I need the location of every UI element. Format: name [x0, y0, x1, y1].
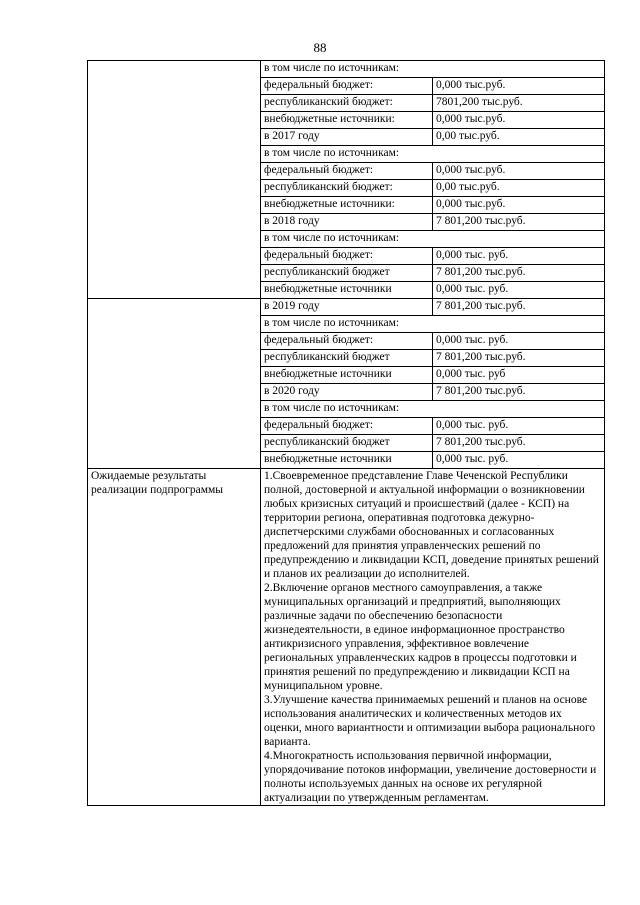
financing-value: 0,000 тыс. руб.	[433, 248, 605, 265]
result-paragraph: 1.Своевременное представление Главе Чеченской Республики полной, достоверной и актуальной информации о возникновении любых кризисных ситуаций и происшествий (далее - КСП) на территории региона, оперативная подготовка дежурно-диспетчерскими службами обоснованных и согласованных предложений для принятия управленческих решений по предупреждению и ликвидации КСП, доведение принятых решений и планов их реализации до исполнителей.	[264, 470, 599, 580]
result-paragraph: 2.Включение органов местного самоуправления, а также муниципальных организаций и предприятий, выполняющих различные задачи по обеспечению безопасности жизнедеятельности, в единое информационное пространство антикризисного управления, эффективное вовлечение региональных управленческих кадров в процессы подготовки и принятия решений по предупреждению и ликвидации КСП на муниципальном уровне.	[264, 582, 577, 692]
financing-label: федеральный бюджет:	[261, 248, 433, 265]
expected-results-label: Ожидаемые результаты реализации подпрограммы	[88, 469, 261, 806]
financing-value: 0,000 тыс.руб.	[433, 163, 605, 180]
financing-value: 7 801,200 тыс.руб.	[433, 214, 605, 231]
financing-label: в 2020 году	[261, 384, 433, 401]
financing-label: федеральный бюджет:	[261, 163, 433, 180]
financing-value: 7801,200 тыс.руб.	[433, 95, 605, 112]
empty-parameter-cell	[88, 299, 261, 469]
financing-label: республиканский бюджет	[261, 265, 433, 282]
financing-label: федеральный бюджет:	[261, 333, 433, 350]
financing-label: республиканский бюджет	[261, 435, 433, 452]
empty-parameter-cell	[88, 61, 261, 299]
financing-label: в том числе по источникам:	[261, 316, 605, 333]
page-number: 88	[313, 40, 327, 55]
financing-label: внебюджетные источники	[261, 367, 433, 384]
financing-value: 7 801,200 тыс.руб.	[433, 350, 605, 367]
financing-label: внебюджетные источники	[261, 452, 433, 469]
financing-label: федеральный бюджет:	[261, 418, 433, 435]
financing-label: федеральный бюджет:	[261, 78, 433, 95]
financing-value: 7 801,200 тыс.руб.	[433, 265, 605, 282]
financing-value: 0,000 тыс. руб	[433, 367, 605, 384]
financing-label: внебюджетные источники:	[261, 112, 433, 129]
financing-value: 0,00 тыс.руб.	[433, 180, 605, 197]
financing-label: республиканский бюджет:	[261, 180, 433, 197]
financing-label: в 2018 году	[261, 214, 433, 231]
financing-value: 0,000 тыс.руб.	[433, 78, 605, 95]
result-paragraph: 3.Улучшение качества принимаемых решений и планов на основе использования аналитических и количественных методов их оценки, много вариантности и оптимизации выбора рационального варианта.	[264, 694, 596, 748]
financing-value: 7 801,200 тыс.руб.	[433, 299, 605, 316]
expected-results-text	[261, 469, 605, 806]
financing-label: в том числе по источникам:	[261, 401, 605, 418]
financing-value: 7 801,200 тыс.руб.	[433, 384, 605, 401]
financing-value: 0,000 тыс. руб.	[433, 333, 605, 350]
expected-results-row	[88, 469, 605, 806]
financing-label: в 2017 году	[261, 129, 433, 146]
financing-value: 0,000 тыс. руб.	[433, 418, 605, 435]
financing-label: внебюджетные источники	[261, 282, 433, 299]
financing-value: 0,00 тыс.руб.	[433, 129, 605, 146]
result-paragraph: 4.Многократность использования первичной информации, упорядочивание потоков информации, увеличение достоверности и полноты используемых данных на основе их регулярной актуализации по утвержденным регламентам.	[264, 750, 597, 804]
financing-row	[88, 299, 605, 316]
financing-label: в том числе по источникам:	[261, 61, 605, 78]
financing-label: республиканский бюджет:	[261, 95, 433, 112]
financing-value: 0,000 тыс.руб.	[433, 197, 605, 214]
financing-label: в 2019 году	[261, 299, 433, 316]
financing-row	[88, 61, 605, 78]
financing-label: в том числе по источникам:	[261, 146, 605, 163]
financing-value: 0,000 тыс.руб.	[433, 112, 605, 129]
financing-label: внебюджетные источники:	[261, 197, 433, 214]
financing-value: 7 801,200 тыс.руб.	[433, 435, 605, 452]
financing-label: республиканский бюджет	[261, 350, 433, 367]
financing-value: 0,000 тыс. руб.	[433, 282, 605, 299]
financing-table	[87, 60, 605, 806]
financing-label: в том числе по источникам:	[261, 231, 605, 248]
financing-value: 0,000 тыс. руб.	[433, 452, 605, 469]
